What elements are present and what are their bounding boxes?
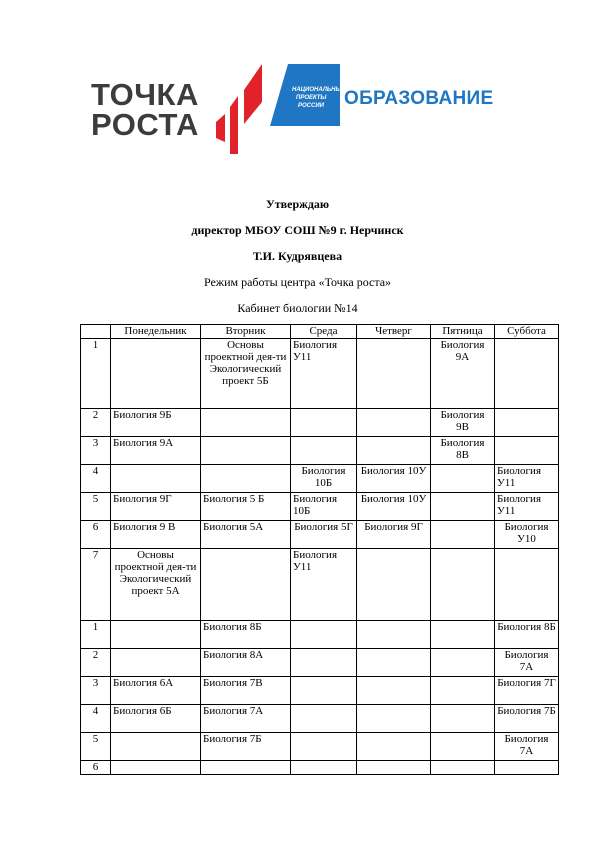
table-header-row [81, 325, 559, 339]
cell-monday [111, 649, 201, 677]
cell-thursday [357, 437, 431, 465]
cell-saturday [495, 409, 559, 437]
cell-friday [431, 761, 495, 775]
cell-tuesday: Биология 5 Б [201, 493, 291, 521]
header-monday: Понедельник [111, 325, 201, 339]
cell-friday: Биология 9А [431, 339, 495, 409]
lesson-number: 5 [81, 493, 111, 521]
cell-monday [111, 465, 201, 493]
cell-monday [111, 339, 201, 409]
table-row [81, 733, 559, 761]
header-saturday: Суббота [495, 325, 559, 339]
lesson-number: 6 [81, 761, 111, 775]
lesson-number: 3 [81, 437, 111, 465]
cell-saturday: Биология У11 [495, 465, 559, 493]
cell-tuesday [201, 761, 291, 775]
lesson-number: 4 [81, 705, 111, 733]
cell-friday [431, 733, 495, 761]
cell-wednesday [291, 761, 357, 775]
table-row [81, 649, 559, 677]
cell-thursday [357, 761, 431, 775]
lesson-number: 3 [81, 677, 111, 705]
director-name: Т.И. Кудрявцева [252, 249, 343, 263]
table-row [81, 705, 559, 733]
cell-tuesday: Биология 8А [201, 649, 291, 677]
cell-tuesday: Биология 8Б [201, 621, 291, 649]
tochka-rosta-logo [91, 77, 199, 142]
cell-tuesday [201, 549, 291, 621]
header-num [81, 325, 111, 339]
cell-wednesday [291, 409, 357, 437]
cell-saturday [495, 761, 559, 775]
table-row [81, 465, 559, 493]
cell-friday [431, 493, 495, 521]
obrazovanie-logo-text: ОБРАЗОВАНИЕ [344, 88, 494, 109]
cell-wednesday [291, 437, 357, 465]
table-row [81, 437, 559, 465]
cell-friday [431, 549, 495, 621]
cell-wednesday: Биология 10Б [291, 493, 357, 521]
cell-thursday [357, 549, 431, 621]
director-text: директор МБОУ СОШ №9 г. Нерчинск [191, 223, 404, 237]
cell-tuesday: Биология 7В [201, 677, 291, 705]
cell-wednesday: Биология 5Г [291, 521, 357, 549]
approve-text: Утверждаю [265, 197, 330, 211]
cell-monday: Биология 9А [111, 437, 201, 465]
lesson-number: 2 [81, 409, 111, 437]
cell-saturday [495, 339, 559, 409]
np-line-3: РОССИИ [298, 103, 324, 109]
cell-monday [111, 733, 201, 761]
cell-friday: Биология 9В [431, 409, 495, 437]
header-wednesday: Среда [291, 325, 357, 339]
lesson-number: 7 [81, 549, 111, 621]
table-row [81, 677, 559, 705]
cell-saturday: Биология У10 [495, 521, 559, 549]
cell-monday [111, 621, 201, 649]
table-row [81, 339, 559, 409]
cell-friday [431, 465, 495, 493]
cell-saturday [495, 437, 559, 465]
cell-monday: Биология 6А [111, 677, 201, 705]
cell-wednesday: Биология 10Б [291, 465, 357, 493]
cell-thursday [357, 733, 431, 761]
cell-wednesday: Биология У11 [291, 549, 357, 621]
cell-thursday: Биология 10У [357, 465, 431, 493]
table-row [81, 521, 559, 549]
cell-monday: Биология 9 В [111, 521, 201, 549]
cell-saturday [495, 549, 559, 621]
table-row [81, 761, 559, 775]
cell-saturday: Биология У11 [495, 493, 559, 521]
logo-line-1: ТОЧКА [91, 77, 199, 112]
cell-tuesday [201, 465, 291, 493]
national-projects-logo-icon [270, 64, 346, 126]
np-line-1: НАЦИОНАЛЬНЫЕ [292, 87, 346, 93]
cell-thursday [357, 705, 431, 733]
cell-saturday: Биология 8Б [495, 621, 559, 649]
lesson-number: 6 [81, 521, 111, 549]
cell-friday [431, 649, 495, 677]
cell-thursday [357, 677, 431, 705]
cell-tuesday: Основы проектной дея-ти Экологический проект 5Б [201, 339, 291, 409]
cell-saturday: Биология 7А [495, 649, 559, 677]
cell-thursday [357, 339, 431, 409]
cell-friday: Биология 8В [431, 437, 495, 465]
lesson-number: 5 [81, 733, 111, 761]
cell-thursday [357, 649, 431, 677]
lesson-number: 4 [81, 465, 111, 493]
cabinet-title: Кабинет биологии №14 [237, 301, 358, 315]
table-row [81, 493, 559, 521]
cell-wednesday [291, 705, 357, 733]
cell-wednesday [291, 733, 357, 761]
cell-tuesday [201, 437, 291, 465]
cell-friday [431, 621, 495, 649]
cell-monday: Биология 9Г [111, 493, 201, 521]
cell-monday: Основы проектной дея-ти Экологический проект 5А [111, 549, 201, 621]
cell-friday [431, 521, 495, 549]
cell-tuesday: Биология 5А [201, 521, 291, 549]
lesson-number: 1 [81, 621, 111, 649]
cell-saturday: Биология 7Б [495, 705, 559, 733]
header-tuesday: Вторник [201, 325, 291, 339]
schedule-table [80, 324, 559, 775]
cell-tuesday: Биология 7А [201, 705, 291, 733]
cell-wednesday [291, 649, 357, 677]
cell-wednesday: Биология У11 [291, 339, 357, 409]
cell-thursday: Биология 9Г [357, 521, 431, 549]
header-thursday: Четверг [357, 325, 431, 339]
table-row [81, 621, 559, 649]
lesson-number: 2 [81, 649, 111, 677]
tochka-rosta-mark-icon [208, 62, 264, 154]
cell-wednesday [291, 621, 357, 649]
np-line-2: ПРОЕКТЫ [296, 95, 327, 101]
cell-wednesday [291, 677, 357, 705]
cell-saturday: Биология 7Г [495, 677, 559, 705]
header-friday: Пятница [431, 325, 495, 339]
cell-tuesday [201, 409, 291, 437]
cell-monday: Биология 9Б [111, 409, 201, 437]
lesson-number: 1 [81, 339, 111, 409]
table-row [81, 409, 559, 437]
logo-line-2: РОСТА [91, 107, 199, 142]
cell-monday: Биология 6Б [111, 705, 201, 733]
cell-friday [431, 677, 495, 705]
cell-monday [111, 761, 201, 775]
cell-thursday [357, 409, 431, 437]
cell-saturday: Биология 7А [495, 733, 559, 761]
cell-tuesday: Биология 7Б [201, 733, 291, 761]
center-mode-title: Режим работы центра «Точка роста» [203, 275, 392, 289]
table-row [81, 549, 559, 621]
cell-friday [431, 705, 495, 733]
cell-thursday [357, 621, 431, 649]
cell-thursday: Биология 10У [357, 493, 431, 521]
